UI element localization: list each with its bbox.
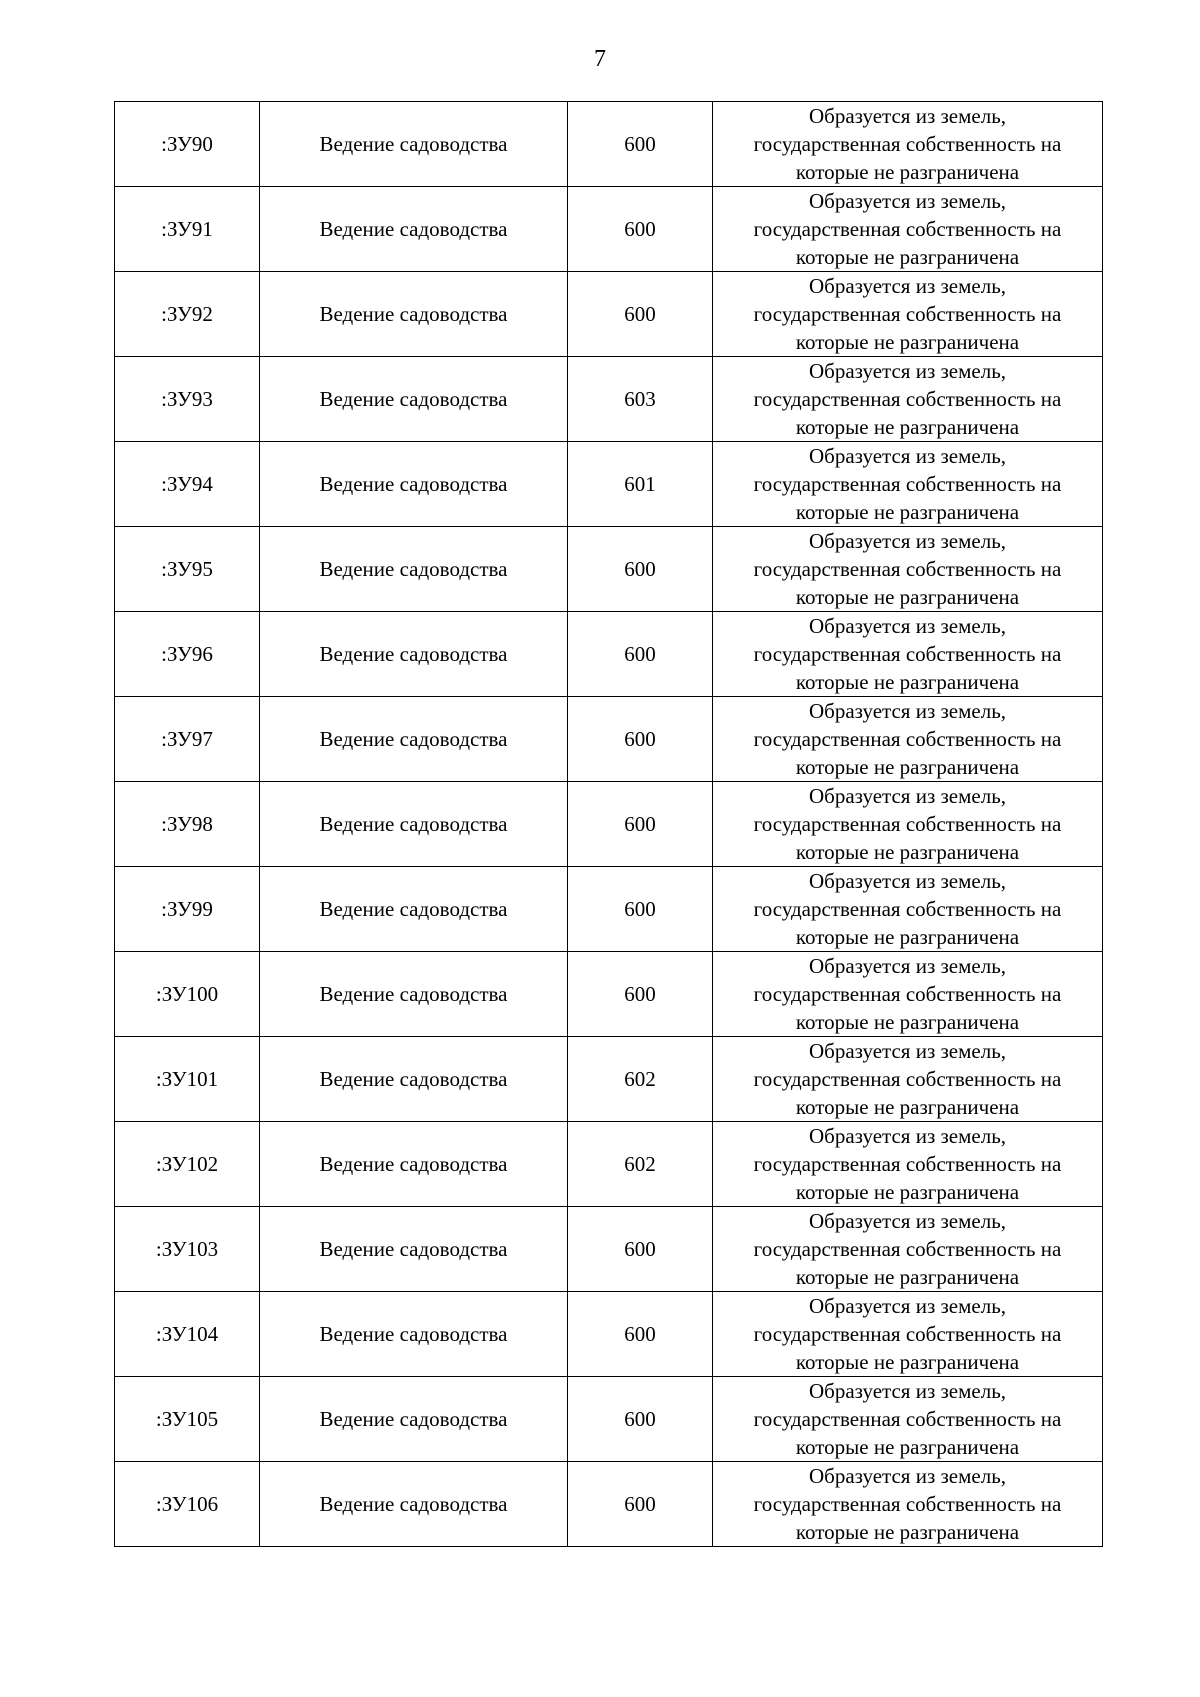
- origin-note-line: Образуется из земель,: [808, 1039, 1007, 1063]
- plot-id-cell: :ЗУ103: [115, 1207, 260, 1292]
- origin-note-cell: [713, 187, 1103, 272]
- table-row: [115, 1292, 1103, 1377]
- land-use-cell: Ведение садоводства: [260, 1292, 568, 1377]
- origin-note-line: Образуется из земель,: [808, 784, 1007, 808]
- land-use-cell: Ведение садоводства: [260, 442, 568, 527]
- origin-note-cell: [713, 782, 1103, 867]
- land-use-cell: Ведение садоводства: [260, 1207, 568, 1292]
- origin-note-line: государственная собственность на: [753, 1237, 1062, 1261]
- table-row: [115, 612, 1103, 697]
- table-row: [115, 697, 1103, 782]
- table-row: [115, 1207, 1103, 1292]
- origin-note-line: которые не разграничена: [795, 415, 1020, 439]
- origin-note-line: государственная собственность на: [753, 302, 1062, 326]
- origin-note-line: которые не разграничена: [795, 245, 1020, 269]
- origin-note-line: Образуется из земель,: [808, 444, 1007, 468]
- page-number: 7: [594, 46, 606, 72]
- origin-note-line: государственная собственность на: [753, 132, 1062, 156]
- area-cell: 600: [568, 697, 713, 782]
- plot-id-cell: :ЗУ99: [115, 867, 260, 952]
- land-use-cell: Ведение садоводства: [260, 187, 568, 272]
- table-row: [115, 272, 1103, 357]
- area-cell: 600: [568, 102, 713, 187]
- origin-note-cell: [713, 102, 1103, 187]
- plot-id-cell: :ЗУ104: [115, 1292, 260, 1377]
- plot-id-cell: :ЗУ98: [115, 782, 260, 867]
- origin-note-line: Образуется из земель,: [808, 954, 1007, 978]
- origin-note-line: государственная собственность на: [753, 727, 1062, 751]
- plot-id-cell: :ЗУ92: [115, 272, 260, 357]
- origin-note-line: государственная собственность на: [753, 217, 1062, 241]
- origin-note-line: Образуется из земель,: [808, 1379, 1007, 1403]
- table-row: [115, 782, 1103, 867]
- origin-note-line: Образуется из земель,: [808, 529, 1007, 553]
- origin-note-cell: [713, 1377, 1103, 1462]
- land-use-cell: Ведение садоводства: [260, 1377, 568, 1462]
- plot-id-cell: :ЗУ96: [115, 612, 260, 697]
- origin-note-line: государственная собственность на: [753, 642, 1062, 666]
- plot-id-cell: :ЗУ106: [115, 1462, 260, 1547]
- plot-id-cell: :ЗУ94: [115, 442, 260, 527]
- origin-note-cell: [713, 357, 1103, 442]
- land-use-cell: Ведение садоводства: [260, 527, 568, 612]
- plot-id-cell: :ЗУ102: [115, 1122, 260, 1207]
- area-cell: 601: [568, 442, 713, 527]
- table-row: [115, 357, 1103, 442]
- origin-note-cell: [713, 527, 1103, 612]
- land-use-cell: Ведение садоводства: [260, 102, 568, 187]
- origin-note-line: которые не разграничена: [795, 1010, 1020, 1034]
- origin-note-cell: [713, 952, 1103, 1037]
- origin-note-cell: [713, 1292, 1103, 1377]
- area-cell: 600: [568, 867, 713, 952]
- origin-note-line: государственная собственность на: [753, 1067, 1062, 1091]
- area-cell: 600: [568, 272, 713, 357]
- plot-id-cell: :ЗУ105: [115, 1377, 260, 1462]
- origin-note-line: государственная собственность на: [753, 1152, 1062, 1176]
- origin-note-line: Образуется из земель,: [808, 869, 1007, 893]
- land-use-cell: Ведение садоводства: [260, 782, 568, 867]
- land-use-cell: Ведение садоводства: [260, 867, 568, 952]
- origin-note-line: государственная собственность на: [753, 1322, 1062, 1346]
- table-row: [115, 102, 1103, 187]
- origin-note-cell: [713, 697, 1103, 782]
- table-row: [115, 527, 1103, 612]
- origin-note-line: которые не разграничена: [795, 330, 1020, 354]
- origin-note-cell: [713, 867, 1103, 952]
- plot-id-cell: :ЗУ91: [115, 187, 260, 272]
- table-row: [115, 187, 1103, 272]
- land-use-cell: Ведение садоводства: [260, 357, 568, 442]
- area-cell: 600: [568, 1207, 713, 1292]
- origin-note-line: Образуется из земель,: [808, 359, 1007, 383]
- origin-note-line: которые не разграничена: [795, 1180, 1020, 1204]
- area-cell: 602: [568, 1037, 713, 1122]
- origin-note-line: которые не разграничена: [795, 1095, 1020, 1119]
- origin-note-line: которые не разграничена: [795, 1435, 1020, 1459]
- origin-note-line: Образуется из земель,: [808, 104, 1007, 128]
- origin-note-cell: [713, 1122, 1103, 1207]
- origin-note-line: которые не разграничена: [795, 1350, 1020, 1374]
- origin-note-cell: [713, 612, 1103, 697]
- area-cell: 600: [568, 1462, 713, 1547]
- area-cell: 600: [568, 187, 713, 272]
- land-use-cell: Ведение садоводства: [260, 272, 568, 357]
- origin-note-line: Образуется из земель,: [808, 699, 1007, 723]
- origin-note-line: которые не разграничена: [795, 500, 1020, 524]
- origin-note-line: государственная собственность на: [753, 1407, 1062, 1431]
- origin-note-line: Образуется из земель,: [808, 1464, 1007, 1488]
- origin-note-cell: [713, 1462, 1103, 1547]
- origin-note-line: Образуется из земель,: [808, 1209, 1007, 1233]
- origin-note-line: Образуется из земель,: [808, 1124, 1007, 1148]
- land-use-cell: Ведение садоводства: [260, 1462, 568, 1547]
- origin-note-cell: [713, 1207, 1103, 1292]
- origin-note-line: государственная собственность на: [753, 557, 1062, 581]
- area-cell: 600: [568, 527, 713, 612]
- origin-note-line: государственная собственность на: [753, 897, 1062, 921]
- table-row: [115, 952, 1103, 1037]
- land-use-cell: Ведение садоводства: [260, 1122, 568, 1207]
- area-cell: 600: [568, 952, 713, 1037]
- area-cell: 600: [568, 1292, 713, 1377]
- origin-note-line: которые не разграничена: [795, 1265, 1020, 1289]
- origin-note-line: которые не разграничена: [795, 1520, 1020, 1544]
- origin-note-line: которые не разграничена: [795, 585, 1020, 609]
- land-use-cell: Ведение садоводства: [260, 697, 568, 782]
- origin-note-line: государственная собственность на: [753, 472, 1062, 496]
- area-cell: 600: [568, 612, 713, 697]
- origin-note-line: Образуется из земель,: [808, 189, 1007, 213]
- land-use-cell: Ведение садоводства: [260, 612, 568, 697]
- table-row: [115, 1122, 1103, 1207]
- origin-note-line: Образуется из земель,: [808, 614, 1007, 638]
- table-row: [115, 442, 1103, 527]
- plot-id-cell: :ЗУ97: [115, 697, 260, 782]
- land-plots-table: [114, 101, 1103, 1547]
- origin-note-line: которые не разграничена: [795, 160, 1020, 184]
- origin-note-cell: [713, 272, 1103, 357]
- origin-note-line: которые не разграничена: [795, 670, 1020, 694]
- origin-note-line: государственная собственность на: [753, 812, 1062, 836]
- land-use-cell: Ведение садоводства: [260, 1037, 568, 1122]
- origin-note-line: Образуется из земель,: [808, 1294, 1007, 1318]
- origin-note-line: государственная собственность на: [753, 1492, 1062, 1516]
- origin-note-cell: [713, 1037, 1103, 1122]
- origin-note-line: государственная собственность на: [753, 982, 1062, 1006]
- origin-note-line: государственная собственность на: [753, 387, 1062, 411]
- table-body: [115, 102, 1103, 1547]
- table-row: [115, 1462, 1103, 1547]
- origin-note-line: которые не разграничена: [795, 755, 1020, 779]
- plot-id-cell: :ЗУ100: [115, 952, 260, 1037]
- table-row: [115, 867, 1103, 952]
- area-cell: 600: [568, 782, 713, 867]
- area-cell: 600: [568, 1377, 713, 1462]
- table-row: [115, 1037, 1103, 1122]
- area-cell: 602: [568, 1122, 713, 1207]
- origin-note-line: которые не разграничена: [795, 925, 1020, 949]
- origin-note-cell: [713, 442, 1103, 527]
- plot-id-cell: :ЗУ93: [115, 357, 260, 442]
- table-row: [115, 1377, 1103, 1462]
- land-use-cell: Ведение садоводства: [260, 952, 568, 1037]
- plot-id-cell: :ЗУ101: [115, 1037, 260, 1122]
- origin-note-line: Образуется из земель,: [808, 274, 1007, 298]
- plot-id-cell: :ЗУ90: [115, 102, 260, 187]
- area-cell: 603: [568, 357, 713, 442]
- origin-note-line: которые не разграничена: [795, 840, 1020, 864]
- plot-id-cell: :ЗУ95: [115, 527, 260, 612]
